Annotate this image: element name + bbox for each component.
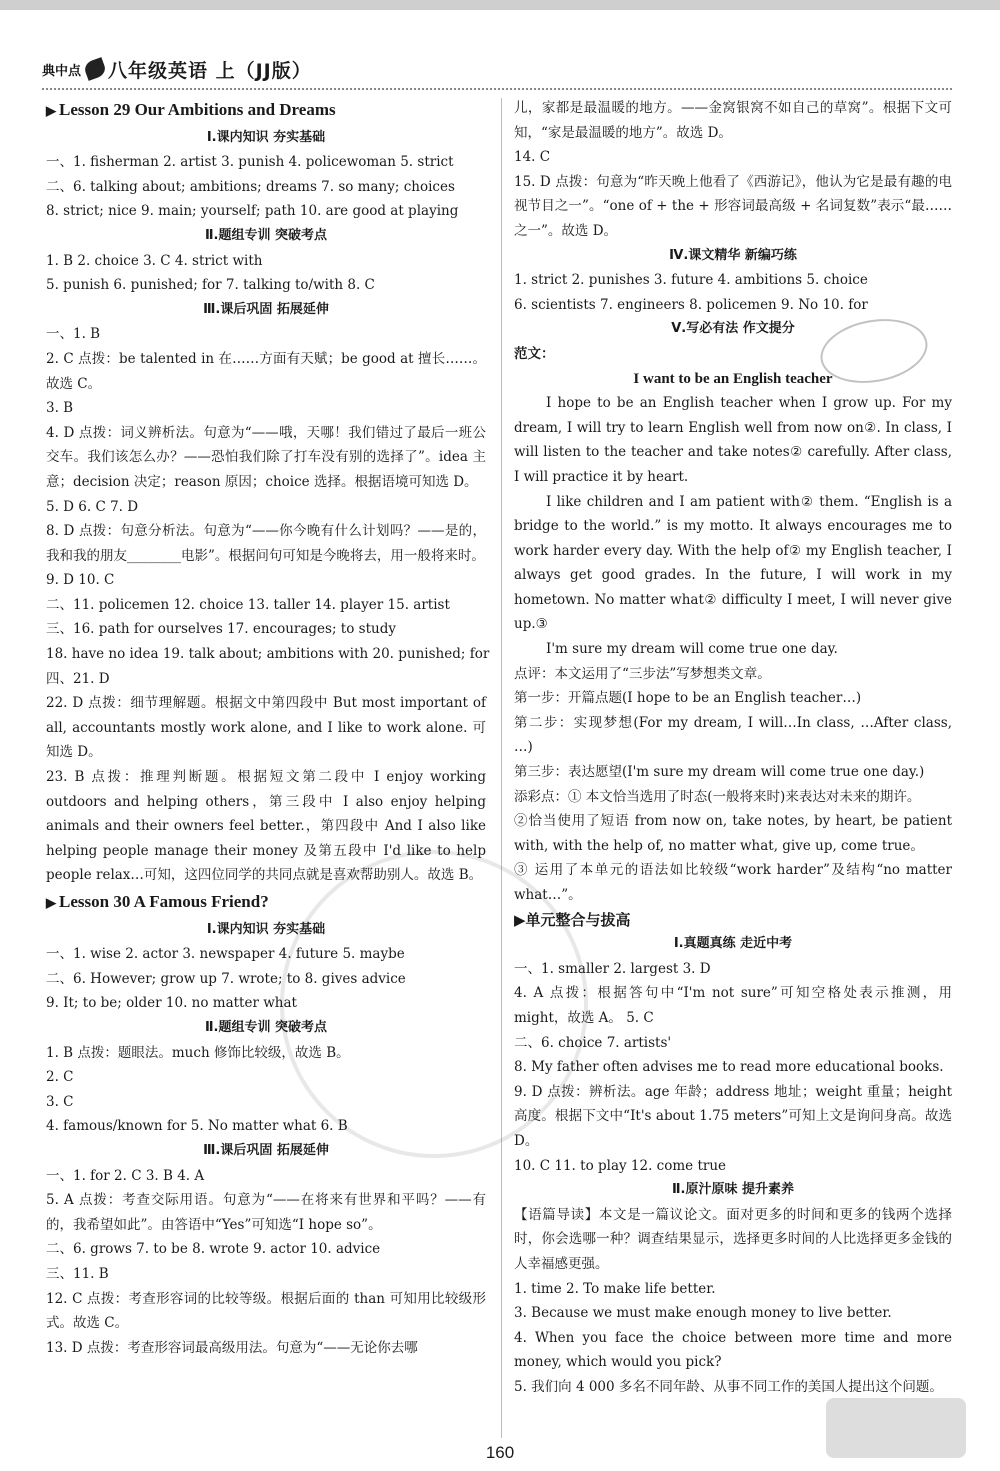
section-heading: Ⅳ.课文精华 新编巧练 xyxy=(669,247,797,263)
answer-explanation: 22. D 点拨：细节理解题。根据文中第四段中 But most important of all, accountants mostly work alone, and I like to work alone. 可知选 D。 xyxy=(46,695,486,761)
page-header xyxy=(42,56,312,82)
answer-line: 14. C xyxy=(514,149,551,166)
answer-explanation: 23. B 点拨：推理判断题。根据短文第二段中 I enjoy working outdoors and helping others，第三段中 I also enjoy helping animals and their owners feel better.，第四段中 And I also like helping people manage their money 及第五段中 I'd like to help people relax…可知，这四位同学的共同点就是喜欢帮助别人。故选 B。 xyxy=(46,769,486,884)
answer-line: 8. strict; nice 9. main; yourself; path 10. are good at playing xyxy=(46,203,459,220)
answer-line: 一、1. for 2. C 3. B 4. A xyxy=(46,1167,205,1184)
answer-line: 1. B 点拨：题眼法。much 修饰比较级，故选 B。 xyxy=(46,1044,350,1061)
answer-explanation: ③ 运用了本单元的语法如比较级“work harder”及结构“no matter what…”。 xyxy=(514,862,952,903)
answer-line: 二、6. talking about; ambitions; dreams 7. so many; choices xyxy=(46,178,455,195)
answer-line: 10. C 11. to play 12. come true xyxy=(514,1157,727,1174)
answer-explanation: 点评：本文运用了“三步法”写梦想类文章。 xyxy=(514,665,771,682)
answer-line: 4. famous/known for 5. No matter what 6. B xyxy=(46,1118,348,1135)
triangle-marker-icon: ▶ xyxy=(514,910,526,929)
lesson-heading: ▶ Lesson 30 A Famous Friend? xyxy=(46,892,269,911)
answer-line: 一、1. smaller 2. largest 3. D xyxy=(514,960,711,977)
answer-line: 3. B xyxy=(46,400,74,417)
essay-paragraph: I'm sure my dream will come true one day. xyxy=(546,641,838,658)
answer-line: 2. C xyxy=(46,1069,74,1086)
answer-line: 三、11. B xyxy=(46,1265,109,1282)
section-heading: Ⅱ.原汁原味 提升素养 xyxy=(671,1182,795,1198)
header-divider xyxy=(42,88,952,90)
lesson-heading: ▶ Lesson 29 Our Ambitions and Dreams xyxy=(46,100,336,119)
answer-explanation: 2. C 点拨：be talented in 在……方面有天赋；be good at 擅长……。故选 C。 xyxy=(46,350,486,392)
essay-paragraph: I like children and I am patient with② them. “English is a bridge to the world.” is my motto. It always encourages me to work harder every day. With the help of② my English teacher, I always get good grades. In the future, I will work in my hometown. No matter what② difficulty I meet, I will never give up.③ xyxy=(514,493,952,633)
answer-line: 6. scientists 7. engineers 8. policemen 9. No 10. for xyxy=(514,296,868,313)
answer-line: 9. It; to be; older 10. no matter what xyxy=(46,995,297,1012)
answer-line: 1. time 2. To make life better. xyxy=(514,1280,716,1297)
answer-explanation: 9. D 点拨：辨析法。age 年龄；address 地址；weight 重量；height 高度。根据下文中“It's about 1.75 meters”可知上文是询问身高。故选 D。 xyxy=(514,1083,952,1149)
answer-explanation: 15. D 点拨：句意为“昨天晚上他看了《西游记》，他认为它是最有趣的电视节目之一”。“one of + the + 形容词最高级 + 名词复数”表示“最……之一”。故选 D。 xyxy=(514,173,952,239)
answer-line: 二、6. choice 7. artists' xyxy=(514,1034,672,1051)
answer-line: 9. D 10. C xyxy=(46,572,115,589)
center-watermark xyxy=(280,850,588,1158)
answer-line: 3. C xyxy=(46,1093,74,1110)
triangle-marker-icon: ▶ xyxy=(46,895,56,910)
essay-title: I want to be an English teacher xyxy=(633,370,833,387)
scan-top-edge xyxy=(0,0,1000,10)
section-heading: Ⅱ.题组专训 突破考点 xyxy=(204,227,328,243)
answer-explanation: 4. D 点拨：词义辨析法。句意为“——哦，天哪！我们错过了最后一班公交车。我们该怎么办？——恐怕我们除了打车没有别的选择了”。idea 主意；decision 决定；reason 原因；choice 选择。根据语境可知选 D。 xyxy=(46,424,486,490)
leaf-icon xyxy=(83,57,108,81)
answer-explanation: 第二步：实现梦想(For my dream, I will…In class, …After class, …) xyxy=(514,714,952,756)
page-number: 160 xyxy=(485,1443,515,1462)
series-logo-text: 典中点 xyxy=(42,63,82,79)
answer-line: 四、21. D xyxy=(46,670,110,687)
section-heading: Ⅲ.课后巩固 拓展延伸 xyxy=(203,301,329,317)
answer-line: 18. have no idea 19. talk about; ambitions with 20. punished; for xyxy=(46,646,490,663)
answer-explanation: 5. 我们向 4 000 多名不同年龄、从事不同工作的美国人提出这个问题。 xyxy=(514,1378,943,1395)
answer-line: 三、16. path for ourselves 17. encourages; to study xyxy=(46,621,396,638)
right-column xyxy=(514,96,952,1399)
triangle-marker-icon: ▶ xyxy=(46,103,56,118)
answer-line: 8. My father often advises me to read more educational books. xyxy=(514,1059,944,1076)
answer-line: 二、11. policemen 12. choice 13. taller 14. player 15. artist xyxy=(46,596,450,613)
answer-explanation: 4. When you face the choice between more time and more money, which would you pick? xyxy=(514,1329,952,1371)
answer-explanation: 8. D 点拨：句意分析法。句意为“——你今晚有什么计划吗？——是的，我和我的朋友________电影”。根据问句可知是今晚将去，用一般将来时。 xyxy=(46,523,486,564)
answer-explanation: 第一步：开篇点题(I hope to be an English teacher…) xyxy=(514,690,862,707)
model-essay-label: 范文： xyxy=(514,345,555,362)
answer-explanation: 【语篇导读】本文是一篇议论文。面对更多的时间和更多的钱两个选择时，你会选哪一种？调查结果显示，选择更多时间的人比选择更多金钱的人幸福感更强。 xyxy=(514,1206,952,1272)
section-heading: Ⅴ.写必有法 作文提分 xyxy=(671,321,795,337)
column-divider xyxy=(501,98,502,1438)
answer-explanation: 第三步：表达愿望(I'm sure my dream will come true one day.) xyxy=(514,764,925,781)
unit-heading: ▶单元整合与拔高 xyxy=(514,910,631,929)
answer-explanation: 13. D 点拨：考查形容词最高级用法。句意为“——无论你去哪 xyxy=(46,1339,418,1356)
answer-line: 3. Because we must make enough money to live better. xyxy=(514,1305,892,1322)
answer-explanation: 儿，家都是最温暖的地方。——金窝银窝不如自己的草窝”。根据下文可知，“家是最温暖的地方”。故选 D。 xyxy=(514,100,952,141)
answer-explanation: 添彩点：① 本文恰当选用了时态(一般将来时)来表达对未来的期许。 xyxy=(514,788,921,805)
answer-line: 1. strict 2. punishes 3. future 4. ambitions 5. choice xyxy=(514,272,868,289)
section-heading: Ⅱ.题组专训 突破考点 xyxy=(204,1019,328,1035)
answer-line: 一、1. B xyxy=(46,326,101,343)
series-logo xyxy=(42,56,108,82)
section-heading: Ⅰ.真题真练 走近中考 xyxy=(673,936,793,952)
answer-line: 二、6. However; grow up 7. wrote; to 8. gives advice xyxy=(46,970,406,987)
section-heading: Ⅰ.课内知识 夯实基础 xyxy=(206,129,326,145)
answer-explanation: ②恰当使用了短语 from now on, take notes, by heart, be patient with, with the help of, no matter what, give up, come true。 xyxy=(514,813,952,854)
answer-explanation: 5. A 点拨：考查交际用语。句意为“——在将来有世界和平吗？——有的，我希望如此”。由答语中“Yes”可知选“I hope so”。 xyxy=(46,1192,486,1233)
essay-paragraph: I hope to be an English teacher when I grow up. For my dream, I will try to learn English well from now on②. In class, I will listen to the teacher and take notes② carefully. After class, I will practice it by heart. xyxy=(514,395,952,485)
answer-line: 1. B 2. choice 3. C 4. strict with xyxy=(46,252,263,269)
answer-explanation: 12. C 点拨：考查形容词的比较等级。根据后面的 than 可知用比较级形式。故选 C。 xyxy=(46,1290,486,1332)
answer-explanation: 4. A 点拨：根据答句中“I'm not sure”可知空格处表示推测，用 might，故选 A。 5. C xyxy=(514,985,952,1026)
book-title: 八年级英语 上（JJ版） xyxy=(108,59,312,82)
answer-line: 5. punish 6. punished; for 7. talking to/with 8. C xyxy=(46,277,375,294)
answer-line: 一、1. wise 2. actor 3. newspaper 4. future 5. maybe xyxy=(46,946,405,963)
answer-line: 5. D 6. C 7. D xyxy=(46,498,139,515)
answer-line: 一、1. fisherman 2. artist 3. punish 4. policewoman 5. strict xyxy=(46,154,454,171)
section-heading: Ⅲ.课后巩固 拓展延伸 xyxy=(203,1142,329,1158)
section-heading: Ⅰ.课内知识 夯实基础 xyxy=(206,921,326,937)
left-column xyxy=(46,96,490,1360)
answer-line: 二、6. grows 7. to be 8. wrote 9. actor 10. advice xyxy=(46,1241,381,1258)
